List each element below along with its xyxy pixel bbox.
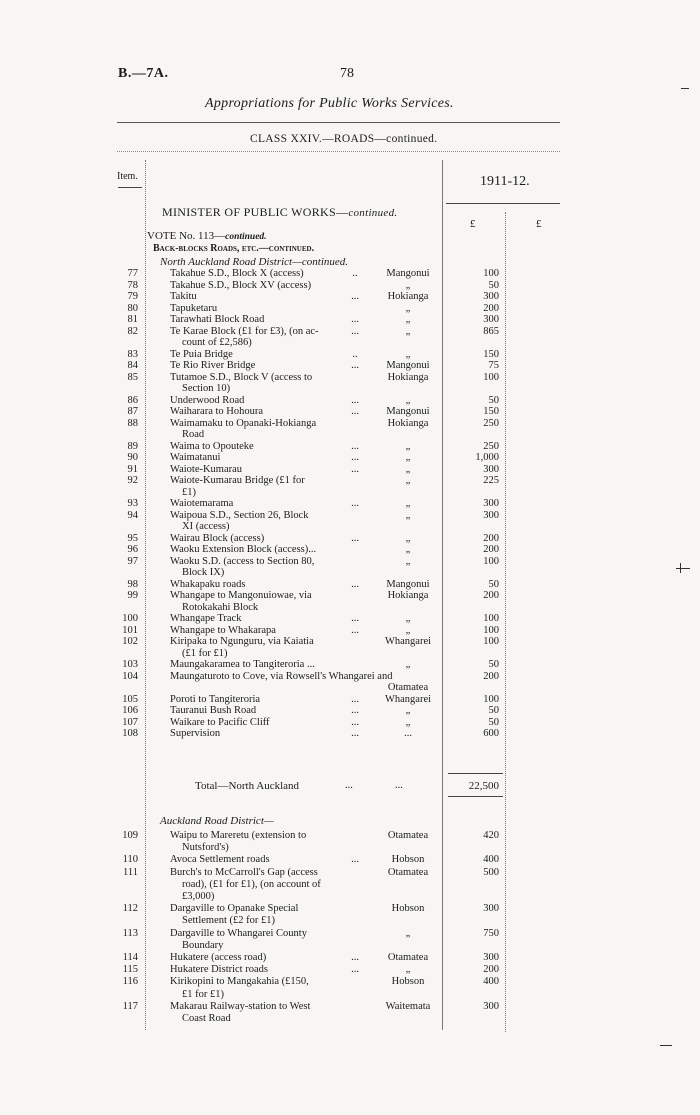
county-name: Mangonui xyxy=(386,406,430,417)
item-amount: 200 xyxy=(483,302,499,314)
item-number: 109 xyxy=(122,830,138,841)
north-total-amount: 22,500 xyxy=(468,780,499,792)
county-name: „ xyxy=(405,348,411,360)
total-bottom-rule xyxy=(448,796,503,797)
item-description: Takitu xyxy=(170,291,197,302)
item-amount: 200 xyxy=(483,544,499,555)
item-description: Whakapaku roads xyxy=(170,578,246,590)
item-description: Boundary xyxy=(182,939,224,951)
leader-dots: ... xyxy=(351,463,359,475)
county-name: Otamatea xyxy=(387,866,429,878)
item-amount: 100 xyxy=(483,636,499,647)
county-name: Whangarei xyxy=(384,636,432,647)
item-number: 102 xyxy=(122,636,138,647)
item-amount: 50 xyxy=(488,394,499,406)
county-name: „ xyxy=(405,532,411,544)
leader-dots: ... xyxy=(351,578,359,590)
item-number: 103 xyxy=(122,659,138,670)
item-description: £3,000) xyxy=(182,890,215,902)
item-amount: 100 xyxy=(483,693,499,705)
year-rule xyxy=(446,203,560,204)
north-total-label: Total—North Auckland xyxy=(195,780,300,792)
item-amount: 50 xyxy=(488,716,499,728)
item-description: Te Puia Bridge xyxy=(170,348,233,360)
county-name: Hokianga xyxy=(387,417,429,429)
item-description: Road xyxy=(182,429,205,440)
item-amount: 300 xyxy=(483,509,499,521)
county-name: Otamatea xyxy=(387,830,429,841)
item-number: 84 xyxy=(127,360,138,371)
item-amount: 300 xyxy=(483,463,499,475)
county-name: „ xyxy=(405,394,411,406)
county-name: „ xyxy=(405,544,411,555)
leader-dots: ... xyxy=(351,406,359,417)
item-description: Underwood Road xyxy=(170,394,245,406)
item-amount: 865 xyxy=(483,325,499,337)
item-number: 97 xyxy=(127,555,138,567)
item-amount: 250 xyxy=(483,440,499,452)
item-description: Waimatanui xyxy=(170,452,221,463)
item-description: Takahue S.D., Block XV (access) xyxy=(170,279,312,291)
county-name: Hokianga xyxy=(387,590,429,601)
county-name: „ xyxy=(405,325,411,337)
margin-mark xyxy=(660,1045,672,1046)
item-description: Tauranui Bush Road xyxy=(170,705,257,716)
item-description: Waiote-Kumarau Bridge (£1 for xyxy=(170,475,305,486)
item-description: Waiote-Kumarau xyxy=(170,463,243,475)
item-description: Rotokakahi Block xyxy=(182,601,259,613)
margin-mark xyxy=(680,563,681,573)
item-number: 95 xyxy=(127,532,138,544)
item-description: Poroti to Tangiteroria xyxy=(170,693,261,705)
leader-dots: ... xyxy=(351,440,359,452)
item-number: 107 xyxy=(122,716,138,728)
item-description: Makarau Railway-station to West xyxy=(170,1000,311,1012)
item-description: Kiripaka to Ngunguru, via Kaiatia xyxy=(170,636,314,647)
top-rule xyxy=(117,122,560,123)
item-amount: 300 xyxy=(483,498,499,509)
county-name: „ xyxy=(405,555,411,567)
item-amount: 420 xyxy=(483,830,499,841)
item-number: 100 xyxy=(122,613,138,624)
item-description: Waipoua S.D., Section 26, Block xyxy=(170,509,309,521)
item-description: Waipu to Mareretu (extension to xyxy=(170,830,307,841)
item-amount: 250 xyxy=(483,417,499,429)
leader-dots: ... xyxy=(351,325,359,337)
leader-dots: .. xyxy=(352,268,358,279)
item-description: XI (access) xyxy=(182,521,230,532)
year-heading: 1911-12. xyxy=(480,174,530,189)
item-description: Maungaturoto to Cove, via Rowsell's Whangarei and xyxy=(170,670,393,682)
item-number: 108 xyxy=(122,728,138,739)
margin-mark xyxy=(681,88,689,89)
item-description: (£1 for £1) xyxy=(182,647,228,659)
item-amount: 75 xyxy=(488,360,499,371)
item-description: Whangape Track xyxy=(170,613,242,624)
vote-continued: continued. xyxy=(225,232,267,242)
item-description: Block IX) xyxy=(182,567,225,578)
item-number: 85 xyxy=(127,371,138,383)
county-name: „ xyxy=(405,452,411,463)
backblocks-heading: Back-blocks Roads, etc.—continued. xyxy=(153,243,315,254)
item-number: 90 xyxy=(127,452,138,463)
leader-dots: ... xyxy=(351,716,359,728)
county-name: „ xyxy=(405,314,411,325)
county-name: „ xyxy=(405,279,411,291)
item-amount: 200 xyxy=(483,590,499,601)
item-amount: 300 xyxy=(483,952,499,963)
item-description: Dargaville to Whangarei County xyxy=(170,927,307,939)
item-description: Burch's to McCarroll's Gap (access xyxy=(170,866,318,878)
item-description: road), (£1 for £1), (on account of xyxy=(182,878,321,890)
item-amount: 600 xyxy=(483,728,499,739)
item-number: 87 xyxy=(127,406,138,417)
item-amount: 100 xyxy=(483,555,499,567)
county-name: Mangonui xyxy=(386,578,430,590)
leader-dots: ... xyxy=(351,394,359,406)
item-amount: 1,000 xyxy=(475,452,499,463)
county-name: „ xyxy=(405,705,411,716)
item-number: 78 xyxy=(127,279,138,291)
county-name: Hobson xyxy=(391,976,425,988)
item-number: 106 xyxy=(122,705,138,716)
item-number: 112 xyxy=(122,903,138,915)
county-name: Hokianga xyxy=(387,371,429,383)
leader-dots: ... xyxy=(351,498,359,509)
county-name: „ xyxy=(405,475,411,486)
item-amount: 100 xyxy=(483,613,499,624)
item-description: Whangape to Mangonuiowae, via xyxy=(170,590,312,601)
item-description: Waima to Opouteke xyxy=(170,440,254,452)
margin-mark xyxy=(676,568,690,569)
item-amount: 50 xyxy=(488,279,499,291)
item-description: Takahue S.D., Block X (access) xyxy=(170,268,304,279)
item-number: 83 xyxy=(127,348,138,360)
second-amount-divider xyxy=(505,212,506,1032)
item-description: Maungakaramea to Tangiteroria ... xyxy=(170,659,315,670)
item-description: Waiharara to Hohoura xyxy=(170,406,264,417)
item-description: Te Karae Block (£1 for £3), (on ac- xyxy=(170,325,319,337)
item-number: 114 xyxy=(122,952,138,963)
county-name: „ xyxy=(405,302,411,314)
item-amount: 300 xyxy=(483,903,499,915)
item-amount: 50 xyxy=(488,705,499,716)
county-name: „ xyxy=(405,624,411,636)
leader-dots: ... xyxy=(351,360,359,371)
item-column-divider xyxy=(145,160,146,1030)
leader-dots: ... xyxy=(351,705,359,716)
item-number: 98 xyxy=(127,578,138,590)
leader-dots: ... xyxy=(351,532,359,544)
county-name: Mangonui xyxy=(386,360,430,371)
item-description: Tarawhati Block Road xyxy=(170,314,265,325)
page-number: 78 xyxy=(340,66,354,81)
item-number: 99 xyxy=(127,590,138,601)
county-name: Hokianga xyxy=(387,291,429,302)
item-description: Supervision xyxy=(170,728,221,739)
leader-dots: ... xyxy=(351,452,359,463)
item-number: 117 xyxy=(122,1000,138,1012)
item-amount: 500 xyxy=(483,866,499,878)
item-description: Dargaville to Opanake Special xyxy=(170,903,299,915)
county-name: Otamatea xyxy=(387,952,429,963)
item-description: Avoca Settlement roads xyxy=(170,854,270,866)
vote-heading xyxy=(147,230,267,242)
item-number: 77 xyxy=(127,268,138,279)
item-amount: 50 xyxy=(488,578,499,590)
class-title xyxy=(250,133,437,145)
item-number: 88 xyxy=(127,417,138,429)
north-total-dots-2: ... xyxy=(395,780,403,791)
item-amount: 150 xyxy=(483,348,499,360)
item-description: Section 10) xyxy=(182,383,231,394)
item-number: 94 xyxy=(127,509,138,521)
item-description: £1) xyxy=(182,486,196,498)
item-amount: 150 xyxy=(483,406,499,417)
leader-dots: ... xyxy=(351,693,359,705)
county-name: Whangarei xyxy=(384,693,432,705)
item-amount: 200 xyxy=(483,532,499,544)
item-amount: 100 xyxy=(483,371,499,383)
item-number: 80 xyxy=(127,302,138,314)
county-name: „ xyxy=(405,509,411,521)
item-description: Waikare to Pacific Cliff xyxy=(170,716,270,728)
county-name: Mangonui xyxy=(386,268,430,279)
leader-dots: ... xyxy=(351,613,359,624)
item-description: Tutamoe S.D., Block V (access to xyxy=(170,371,313,383)
county-name: „ xyxy=(405,463,411,475)
county-name: „ xyxy=(405,613,411,624)
county-name: „ xyxy=(405,498,411,509)
item-number: 91 xyxy=(127,463,138,475)
ministry-continued: continued. xyxy=(348,207,398,219)
county-name: Hobson xyxy=(391,903,425,915)
leader-dots: ... xyxy=(351,854,359,866)
leader-dots: ... xyxy=(351,624,359,636)
item-number: 115 xyxy=(122,964,138,976)
ministry-text: MINISTER OF PUBLIC WORKS— xyxy=(162,205,349,219)
item-amount: 200 xyxy=(483,964,499,976)
leader-dots: ... xyxy=(351,952,359,963)
item-description: Settlement (£2 for £1) xyxy=(182,915,276,927)
item-header-rule xyxy=(118,187,142,188)
county-name: „ xyxy=(405,659,411,670)
item-description: £1 for £1) xyxy=(182,988,224,1000)
vote-text: VOTE No. 113— xyxy=(147,230,226,242)
item-description: Waoku Extension Block (access)... xyxy=(170,544,317,555)
item-description: Waoku S.D. (access to Section 80, xyxy=(170,555,315,567)
auckland-district-heading: Auckland Road District— xyxy=(160,815,274,827)
county-name: ... xyxy=(404,728,412,739)
amount-column-divider xyxy=(442,160,443,1030)
item-description: Whangape to Whakarapa xyxy=(170,624,276,636)
leader-dots: ... xyxy=(351,291,359,302)
county-name: „ xyxy=(405,440,411,452)
county-name: Waitemata xyxy=(385,1000,431,1012)
item-amount: 300 xyxy=(483,1000,499,1012)
item-description: Te Rio River Bridge xyxy=(170,360,256,371)
item-amount: 300 xyxy=(483,314,499,325)
item-amount: 100 xyxy=(483,624,499,636)
item-number: 113 xyxy=(122,927,138,939)
total-top-rule xyxy=(448,773,503,774)
currency-symbol-2: £ xyxy=(536,218,542,230)
page-title: Appropriations for Public Works Services. xyxy=(205,96,454,111)
item-amount: 200 xyxy=(483,670,499,682)
item-amount: 225 xyxy=(483,475,499,486)
item-number: 93 xyxy=(127,498,138,509)
county-name: „ xyxy=(405,964,411,976)
item-number: 111 xyxy=(123,866,138,878)
item-amount: 400 xyxy=(483,854,499,866)
north-auckland-district-heading: North Auckland Road District—continued. xyxy=(160,256,349,268)
class-rule xyxy=(117,151,560,152)
item-number: 81 xyxy=(127,314,138,325)
item-column-header: Item. xyxy=(117,171,138,182)
item-description: Waiotemarama xyxy=(170,498,234,509)
item-description: Tapuketaru xyxy=(170,302,218,314)
item-description: Coast Road xyxy=(182,1012,231,1024)
item-description: Hukatere (access road) xyxy=(170,952,267,963)
item-number: 101 xyxy=(122,624,138,636)
item-description: Hukatere District roads xyxy=(170,964,268,976)
leader-dots: ... xyxy=(351,728,359,739)
document-reference: B.—7A. xyxy=(118,66,169,81)
leader-dots: ... xyxy=(351,314,359,325)
item-amount: 50 xyxy=(488,659,499,670)
item-number: 92 xyxy=(127,475,138,486)
item-number: 116 xyxy=(122,976,138,988)
currency-symbol-1: £ xyxy=(470,218,476,230)
north-total-dots: ... xyxy=(345,780,353,791)
leader-dots: .. xyxy=(352,348,358,360)
class-title-text: CLASS XXIV.—ROADS—continued. xyxy=(250,133,438,145)
item-amount: 400 xyxy=(483,976,499,988)
item-amount: 100 xyxy=(483,268,499,279)
item-number: 105 xyxy=(122,693,138,705)
item-amount: 300 xyxy=(483,291,499,302)
item-number: 104 xyxy=(122,670,138,682)
item-amount: 750 xyxy=(483,927,499,939)
item-number: 79 xyxy=(127,291,138,302)
county-name: „ xyxy=(405,716,411,728)
item-description: Kirikopini to Mangakahia (£150, xyxy=(170,976,309,988)
leader-dots: ... xyxy=(351,964,359,976)
item-number: 86 xyxy=(127,394,138,406)
county-name: „ xyxy=(405,927,411,939)
item-number: 82 xyxy=(127,325,138,337)
item-number: 96 xyxy=(127,544,138,555)
county-name: Hobson xyxy=(391,854,425,866)
item-description: count of £2,586) xyxy=(182,337,252,348)
item-number: 110 xyxy=(122,854,138,866)
item-number: 89 xyxy=(127,440,138,452)
item-description: Nutsford's) xyxy=(182,842,229,854)
item-description: Waimamaku to Opanaki-Hokianga xyxy=(170,417,317,429)
ministry-heading xyxy=(162,205,397,220)
county-name: Otamatea xyxy=(387,682,429,693)
item-description: Wairau Block (access) xyxy=(170,532,265,544)
